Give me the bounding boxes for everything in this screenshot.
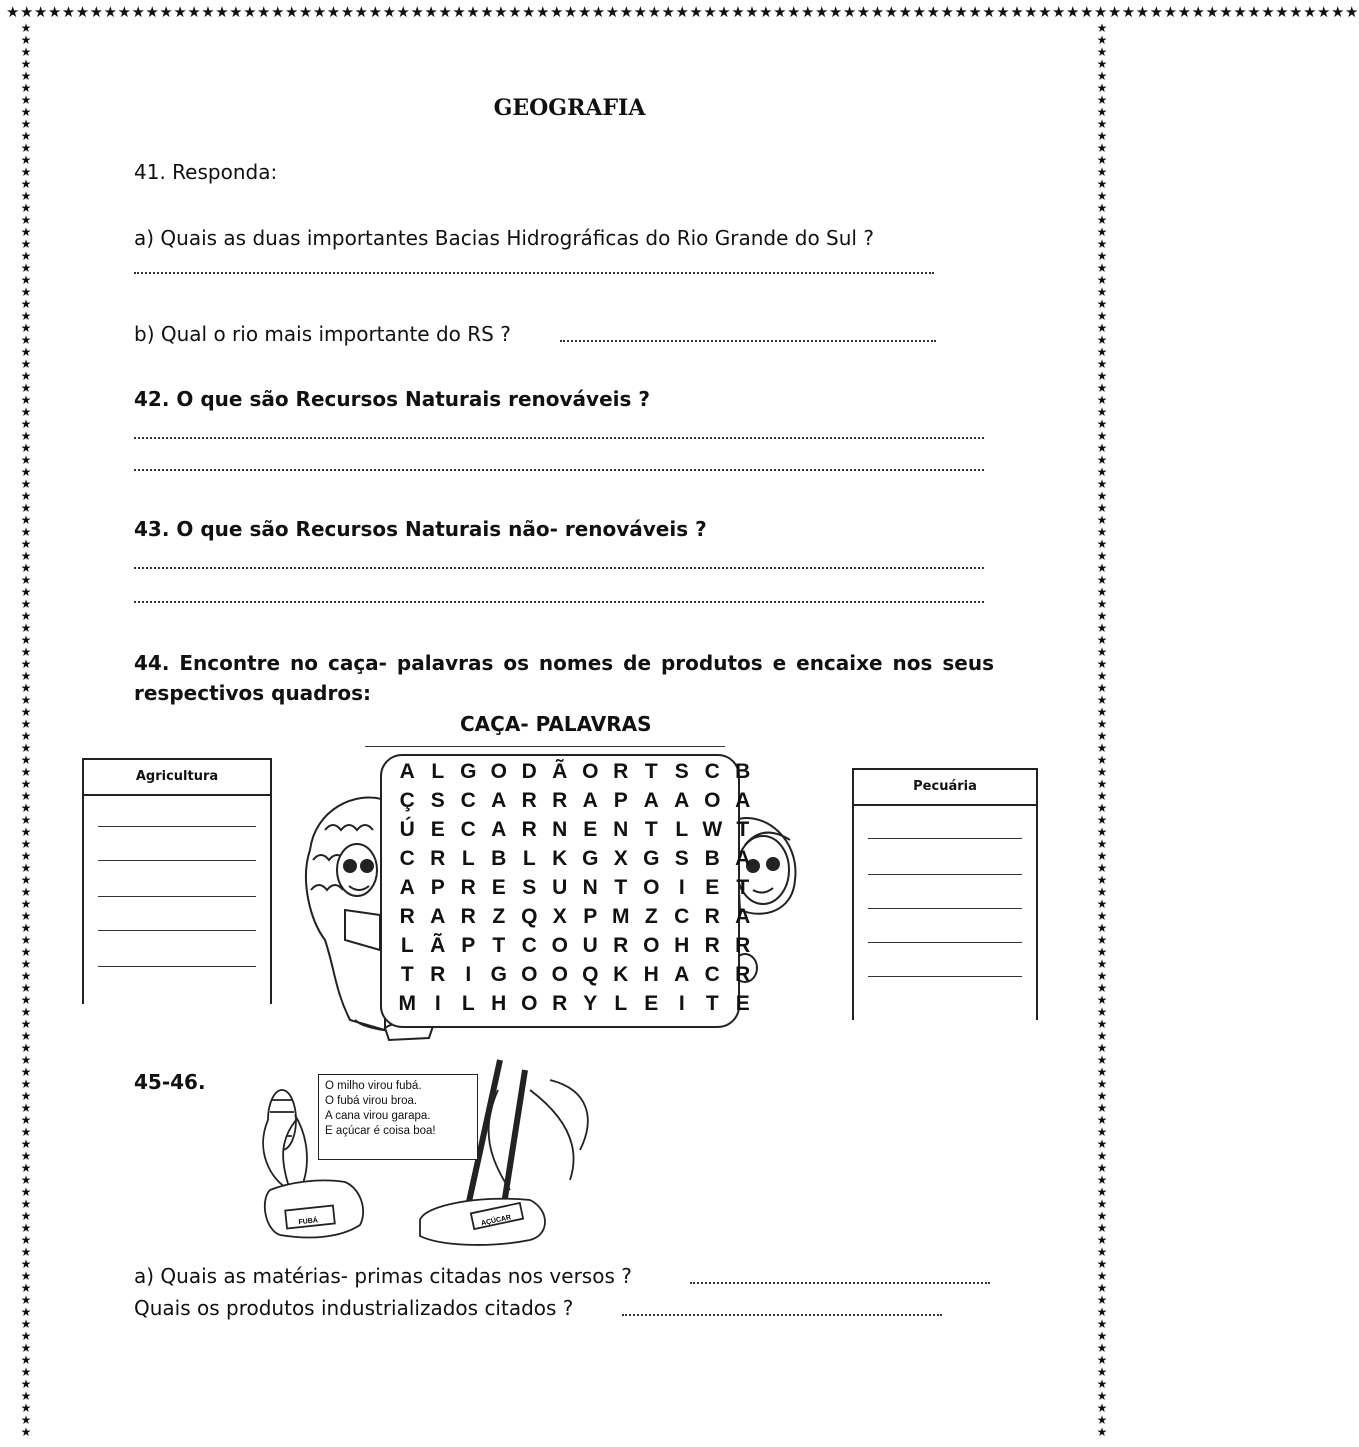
poem-line: O fubá virou broa.: [325, 1095, 418, 1107]
word-search-letter[interactable]: Q: [521, 905, 538, 928]
q42-answer-line-2[interactable]: [134, 469, 984, 471]
q42-answer-line-1[interactable]: [134, 437, 984, 439]
word-search-letter[interactable]: A: [430, 905, 446, 928]
poem-line: O milho virou fubá.: [325, 1080, 422, 1092]
word-search-letter[interactable]: U: [552, 876, 568, 899]
q43-answer-line-2[interactable]: [134, 601, 984, 603]
agricultura-answer-line[interactable]: [98, 966, 256, 967]
word-search-letter[interactable]: Ú: [399, 818, 415, 841]
word-search-letter[interactable]: C: [704, 760, 720, 783]
word-search-letter[interactable]: C: [704, 963, 720, 986]
word-search-letter[interactable]: P: [430, 876, 445, 899]
word-search-letter[interactable]: A: [674, 963, 690, 986]
q45-a-answer-line[interactable]: [690, 1282, 990, 1284]
word-search-letter[interactable]: A: [399, 760, 415, 783]
word-search-letter[interactable]: L: [675, 818, 689, 841]
word-search-letter[interactable]: O: [704, 789, 721, 812]
word-search-letter[interactable]: I: [678, 992, 685, 1015]
word-search-letter[interactable]: R: [460, 876, 476, 899]
word-search-letter[interactable]: Q: [582, 963, 599, 986]
word-search-letter[interactable]: R: [552, 992, 568, 1015]
word-search-letter[interactable]: E: [491, 876, 506, 899]
word-search-letter[interactable]: O: [643, 876, 660, 899]
word-search-letter[interactable]: R: [552, 789, 568, 812]
word-search-letter[interactable]: L: [461, 847, 475, 870]
word-search-letter[interactable]: E: [644, 992, 659, 1015]
word-search-letter[interactable]: B: [735, 760, 751, 783]
word-search-letter[interactable]: D: [521, 760, 537, 783]
word-search-letter[interactable]: O: [551, 934, 568, 957]
word-search-letter[interactable]: C: [399, 847, 415, 870]
word-search-letter[interactable]: N: [582, 876, 598, 899]
q41-heading: 41. Responda:: [134, 160, 278, 184]
word-search-letter[interactable]: S: [674, 847, 689, 870]
q42-text: 42. O que são Recursos Naturais renováveis ?: [134, 387, 650, 411]
q43-text: 43. O que são Recursos Naturais não- renováveis ?: [134, 517, 707, 541]
word-search-letter[interactable]: P: [613, 789, 628, 812]
word-search-letter[interactable]: R: [521, 818, 537, 841]
q43-answer-line-1[interactable]: [134, 567, 984, 569]
word-search-letter[interactable]: N: [613, 818, 629, 841]
word-search-letter[interactable]: R: [460, 905, 476, 928]
word-search-letter[interactable]: A: [582, 789, 598, 812]
word-search-letter[interactable]: R: [704, 934, 720, 957]
word-search-letter[interactable]: C: [460, 818, 476, 841]
word-search-letter[interactable]: E: [430, 818, 445, 841]
word-search-letter[interactable]: K: [552, 847, 568, 870]
word-search-letter[interactable]: M: [398, 992, 416, 1015]
word-search-letter[interactable]: B: [491, 847, 507, 870]
word-search-letter[interactable]: Y: [583, 992, 598, 1015]
word-search-letter[interactable]: H: [491, 992, 507, 1015]
word-search-letter[interactable]: P: [461, 934, 476, 957]
word-search-row: [392, 905, 758, 929]
puzzle-title: CAÇA- PALAVRAS: [460, 712, 652, 736]
word-search-letter[interactable]: G: [460, 760, 477, 783]
word-search-letter[interactable]: A: [491, 789, 507, 812]
pecuaria-box: [852, 768, 1038, 1020]
word-search-letter[interactable]: A: [399, 876, 415, 899]
q45-label: 45-46.: [134, 1070, 206, 1094]
word-search-letter[interactable]: R: [399, 905, 415, 928]
word-search-letter[interactable]: O: [643, 934, 660, 957]
word-search-letter[interactable]: R: [430, 963, 446, 986]
word-search-letter[interactable]: N: [552, 818, 568, 841]
word-search-letter[interactable]: U: [582, 934, 598, 957]
word-search-letter[interactable]: O: [521, 963, 538, 986]
word-search-letter[interactable]: G: [582, 847, 599, 870]
word-search-row: [392, 963, 758, 987]
word-search-letter[interactable]: Ã: [430, 934, 446, 957]
word-search-letter[interactable]: G: [643, 847, 660, 870]
word-search-letter[interactable]: R: [613, 760, 629, 783]
word-search-letter[interactable]: I: [465, 963, 472, 986]
word-search-letter[interactable]: A: [735, 847, 751, 870]
word-search-letter[interactable]: S: [674, 760, 689, 783]
word-search-letter[interactable]: A: [735, 905, 751, 928]
word-search-letter[interactable]: W: [702, 818, 723, 841]
word-search-letter[interactable]: K: [613, 963, 629, 986]
word-search-letter[interactable]: O: [582, 760, 599, 783]
word-search-letter[interactable]: R: [613, 934, 629, 957]
word-search-letter[interactable]: T: [705, 992, 719, 1015]
q45-b-answer-line[interactable]: [622, 1314, 942, 1316]
poem-box: [318, 1074, 478, 1160]
word-search-row: [392, 934, 758, 958]
pecuaria-answer-line[interactable]: [868, 942, 1022, 943]
star-border-top: ★★★★★★★★★★★★★★★★★★★★★★★★★★★★★★★★★★★★★★★★★★★★★★★★★★★★★★★★★★★★★★★★★★★★★★★★★★★★★★★★★★★★★★★★★★★★★★★★★: [6, 3, 1359, 21]
word-search-letter[interactable]: C: [674, 905, 690, 928]
word-search-letter[interactable]: A: [491, 818, 507, 841]
word-search-letter[interactable]: I: [434, 992, 441, 1015]
word-search-letter[interactable]: R: [735, 963, 751, 986]
q41-b-text: b) Qual o rio mais importante do RS ?: [134, 322, 511, 346]
bag-right-label: AÇÚCAR: [480, 1214, 512, 1228]
q45-a-text: a) Quais as matérias- primas citadas nos versos ?: [134, 1264, 632, 1288]
word-search-letter[interactable]: R: [704, 905, 720, 928]
word-search-letter[interactable]: M: [612, 905, 630, 928]
word-search-letter[interactable]: E: [583, 818, 598, 841]
pecuaria-answer-line[interactable]: [868, 838, 1022, 839]
word-search-letter[interactable]: C: [460, 789, 476, 812]
star-border-left: ★ ★ ★ ★ ★ ★ ★ ★ ★ ★ ★ ★ ★ ★ ★ ★ ★ ★ ★ ★ ★ ★ ★ ★ ★ ★ ★ ★ ★ ★ ★ ★ ★ ★ ★ ★ ★ ★ ★ ★ ★ ★ ★ ★ ★ ★ ★ ★ ★ ★ ★ ★ ★ ★ ★ ★ ★ ★ ★ ★ ★ ★ ★ ★ ★ ★ ★ ★ ★ ★ ★ ★ ★ ★ ★ ★ ★ ★ ★ ★ ★ ★ ★ ★ ★ ★ ★ ★ ★ ★ ★ ★ ★ ★ ★ ★ ★ ★ ★ ★ ★ ★ ★ ★ ★ ★ ★ ★ ★ ★ ★ ★ ★ ★ ★ ★ ★ ★: [20, 21, 32, 1439]
word-search-letter[interactable]: C: [521, 934, 537, 957]
word-search-letter[interactable]: X: [552, 905, 567, 928]
word-search-letter[interactable]: L: [431, 760, 445, 783]
word-search-letter[interactable]: Ã: [552, 760, 568, 783]
word-search-letter[interactable]: O: [490, 760, 507, 783]
word-search-letter[interactable]: I: [678, 876, 685, 899]
pecuaria-answer-line[interactable]: [868, 874, 1022, 875]
word-search-letter[interactable]: L: [461, 992, 475, 1015]
word-search-letter[interactable]: P: [583, 905, 598, 928]
word-search-letter[interactable]: B: [704, 847, 720, 870]
page-title: GEOGRAFIA: [493, 95, 646, 121]
pecuaria-answer-line[interactable]: [868, 908, 1022, 909]
pecuaria-answer-line[interactable]: [868, 976, 1022, 977]
word-search-letter[interactable]: H: [674, 934, 690, 957]
bag-left-label: FUBÁ: [298, 1217, 319, 1227]
word-search-letter[interactable]: O: [551, 963, 568, 986]
q45-b-text: Quais os produtos industrializados citados ?: [134, 1296, 574, 1320]
agricultura-answer-line[interactable]: [98, 826, 256, 827]
q41-b-answer-line[interactable]: [560, 340, 936, 342]
word-search-letter[interactable]: A: [674, 789, 690, 812]
word-search-letter[interactable]: E: [705, 876, 720, 899]
word-search-row: [392, 992, 758, 1016]
word-search-letter[interactable]: E: [735, 992, 750, 1015]
pecuaria-box-title: Pecuária: [854, 770, 1036, 806]
agricultura-box: [82, 758, 272, 1004]
word-search-letter[interactable]: O: [521, 992, 538, 1015]
word-search-letter[interactable]: S: [522, 876, 537, 899]
q41-a-text: a) Quais as duas importantes Bacias Hidrográficas do Rio Grande do Sul ?: [134, 226, 874, 250]
word-search-grid: [380, 754, 751, 1028]
word-search-letter[interactable]: H: [643, 963, 659, 986]
word-search-letter[interactable]: Ç: [399, 789, 415, 812]
agricultura-answer-line[interactable]: [98, 896, 256, 897]
word-search-row: [392, 789, 758, 813]
star-border-right: ★ ★ ★ ★ ★ ★ ★ ★ ★ ★ ★ ★ ★ ★ ★ ★ ★ ★ ★ ★ ★ ★ ★ ★ ★ ★ ★ ★ ★ ★ ★ ★ ★ ★ ★ ★ ★ ★ ★ ★ ★ ★ ★ ★ ★ ★ ★ ★ ★ ★ ★ ★ ★ ★ ★ ★ ★ ★ ★ ★ ★ ★ ★ ★ ★ ★ ★ ★ ★ ★ ★ ★ ★ ★ ★ ★ ★ ★ ★ ★ ★ ★ ★ ★ ★ ★ ★ ★ ★ ★ ★ ★ ★ ★ ★ ★ ★ ★ ★ ★ ★ ★ ★ ★ ★ ★ ★ ★ ★ ★ ★ ★ ★ ★ ★ ★ ★ ★: [1096, 21, 1108, 1439]
agricultura-box-title: Agricultura: [84, 760, 270, 796]
word-search-letter[interactable]: T: [736, 818, 750, 841]
word-search-row: [392, 818, 758, 842]
word-search-row: [392, 760, 758, 784]
word-search-letter[interactable]: T: [400, 963, 414, 986]
word-search-letter[interactable]: T: [644, 760, 658, 783]
word-search-letter[interactable]: Z: [644, 905, 658, 928]
word-search-letter[interactable]: T: [492, 934, 506, 957]
word-search-row: [392, 847, 758, 871]
word-search-letter[interactable]: R: [430, 847, 446, 870]
word-search-letter[interactable]: R: [735, 934, 751, 957]
word-search-letter[interactable]: T: [614, 876, 628, 899]
word-search-letter[interactable]: R: [521, 789, 537, 812]
word-search-letter[interactable]: S: [430, 789, 445, 812]
puzzle-title-rule: [365, 746, 725, 747]
word-search-letter[interactable]: L: [614, 992, 628, 1015]
word-search-letter[interactable]: A: [735, 789, 751, 812]
word-search-letter[interactable]: L: [522, 847, 536, 870]
word-search-letter[interactable]: A: [643, 789, 659, 812]
poem-line: E açúcar é coisa boa!: [325, 1125, 436, 1137]
word-search-row: [392, 876, 758, 900]
word-search-letter[interactable]: T: [644, 818, 658, 841]
q41-a-answer-line[interactable]: [134, 272, 934, 274]
word-search-letter[interactable]: T: [736, 876, 750, 899]
word-search-letter[interactable]: L: [400, 934, 414, 957]
q44-text: 44. Encontre no caça- palavras os nomes de produtos e encaixe nos seus respectivos quadros:: [134, 651, 994, 705]
agricultura-answer-line[interactable]: [98, 860, 256, 861]
word-search-letter[interactable]: Z: [492, 905, 506, 928]
poem-line: A cana virou garapa.: [325, 1110, 431, 1122]
word-search-letter[interactable]: G: [490, 963, 507, 986]
word-search-letter[interactable]: X: [613, 847, 628, 870]
agricultura-answer-line[interactable]: [98, 930, 256, 931]
